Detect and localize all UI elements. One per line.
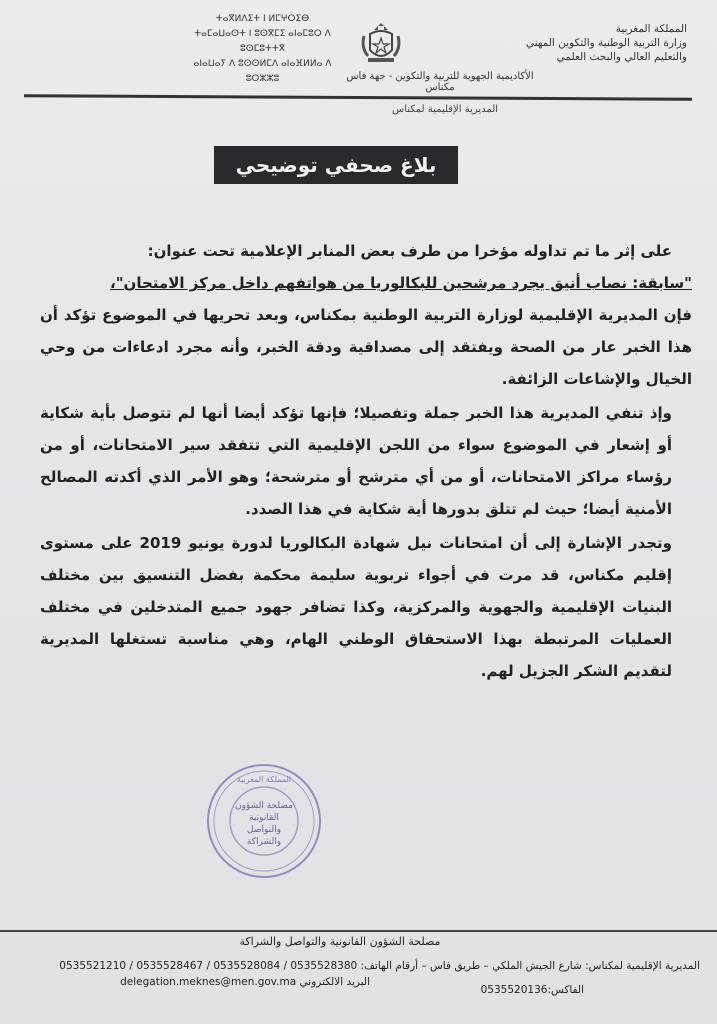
paragraph-2: وإذ تنفي المديرية هذا الخبر جملة وتفصيلا؛ فإنها تؤكد أيضا أنها لم تتوصل بأية شكاية أو إشعار في الموضوع سواء من اللجن الإقليمية التي تتفقد سير الامتحانات، أو من رؤساء مراكز الامتحانات، أو من أي مترشح أو مترشحة؛ وهو الأمر الذي أكدته المصالح الأمنية أيضا؛ حيث لم تتلق بدورها أية شكاية في هذا الصدد. <box>40 404 672 518</box>
coat-of-arms-icon <box>358 20 404 66</box>
directorate-label: المديرية الإقليمية لمكناس <box>391 104 499 115</box>
footer-address: المديرية الإقليمية لمكناس: شارع الجيش الملكي – طريق فاس – أرقام الهاتف: 0535528380 / 0535528084 / 0535528467 / 0535521210 <box>59 960 700 972</box>
kingdom-label: المملكة المغربية <box>615 23 687 35</box>
intro-paragraph: على إثر ما تم تداوله مؤخرا من طرف بعض المنابر الإعلامية تحت عنوان: <box>147 242 672 260</box>
academy-label: الأكاديمية الجهوية للتربية والتكوين - جهة فاس مكناس <box>346 71 534 93</box>
stamp-outer-text: المملكة المغربية <box>236 775 292 784</box>
tifinagh-line: ⵜⴰⵎⴰⵡⴰⵙⵜ ⵏ ⵓⵙⴳⵎⵉ ⴰⵏⴰⵎⵓⵔ ⴷ ⵓⵙⵎⵓⵜⵜⴳ <box>194 29 331 54</box>
stamp-inner-text: مصلحة الشؤون القانونية والتواصل والشراكة <box>235 801 293 847</box>
paragraph-3: وتجدر الإشارة إلى أن امتحانات نيل شهادة البكالوريا لدورة يونيو 2019 على مستوى إقليم مكناس، قد مرت في أجواء تربوية سليمة محكمة بفضل التنسيق بين مختلف البنيات الإقليمية والجهوية والمركزية، وكذا تضافر جهود جميع المتدخلين في مختلف العمليات المرتبطة بهذا الاستحقاق الوطني الهام، وهي مناسبة تستغلها المديرية لتقديم الشكر الجزيل لهم. <box>40 534 672 680</box>
ministry-label-line2: والتعليم العالي والبحث العلمي <box>556 51 687 63</box>
ministry-label: وزارة التربية الوطنية والتكوين المهني <box>525 37 687 49</box>
tifinagh-line: ⴰⵏⴰⵡⴰⵢ ⴷ ⵓⵙⵙⵍⵎⴷ ⴰⵏⴰⴼⵍⵍⴰ ⴷ ⵓⵔⵣⵣⵓ <box>193 59 332 84</box>
document-title-text: بلاغ صحفي توضيحي <box>235 153 437 177</box>
quoted-headline: "سابقة: نصاب أنيق يجرد مرشحين للبكالوريا من هواتفهم داخل مركز الامتحان"، <box>110 274 692 292</box>
footer-fax: الفاكس:0535520136 <box>480 984 584 996</box>
footer-service-label: مصلحة الشؤون القانونية والتواصل والشراكة <box>239 935 441 948</box>
footer-contacts <box>0 976 700 1000</box>
document-title <box>214 146 458 184</box>
footer-email: البريد الالكتروني delegation.meknes@men.gov.ma <box>120 976 370 988</box>
paragraph-1: فإن المديرية الإقليمية لوزارة التربية الوطنية بمكناس، وبعد تحريها في الموضوع تؤكد أن هذا الخبر عار من الصحة ويفتقد إلى مصداقية ودقة الخبر، وأنه مجرد ادعاءات من وحي الخيال والإشاعات الزائفة. <box>40 306 692 388</box>
ministry-header <box>507 22 687 64</box>
header-divider <box>24 94 692 100</box>
press-release-body <box>40 235 692 687</box>
footer-divider <box>0 930 717 932</box>
tifinagh-header <box>180 12 345 87</box>
tifinagh-line: ⵜⴰⴳⵍⴷⵉⵜ ⵏ ⵍⵎⵖⵔⵉⴱ <box>215 14 310 24</box>
